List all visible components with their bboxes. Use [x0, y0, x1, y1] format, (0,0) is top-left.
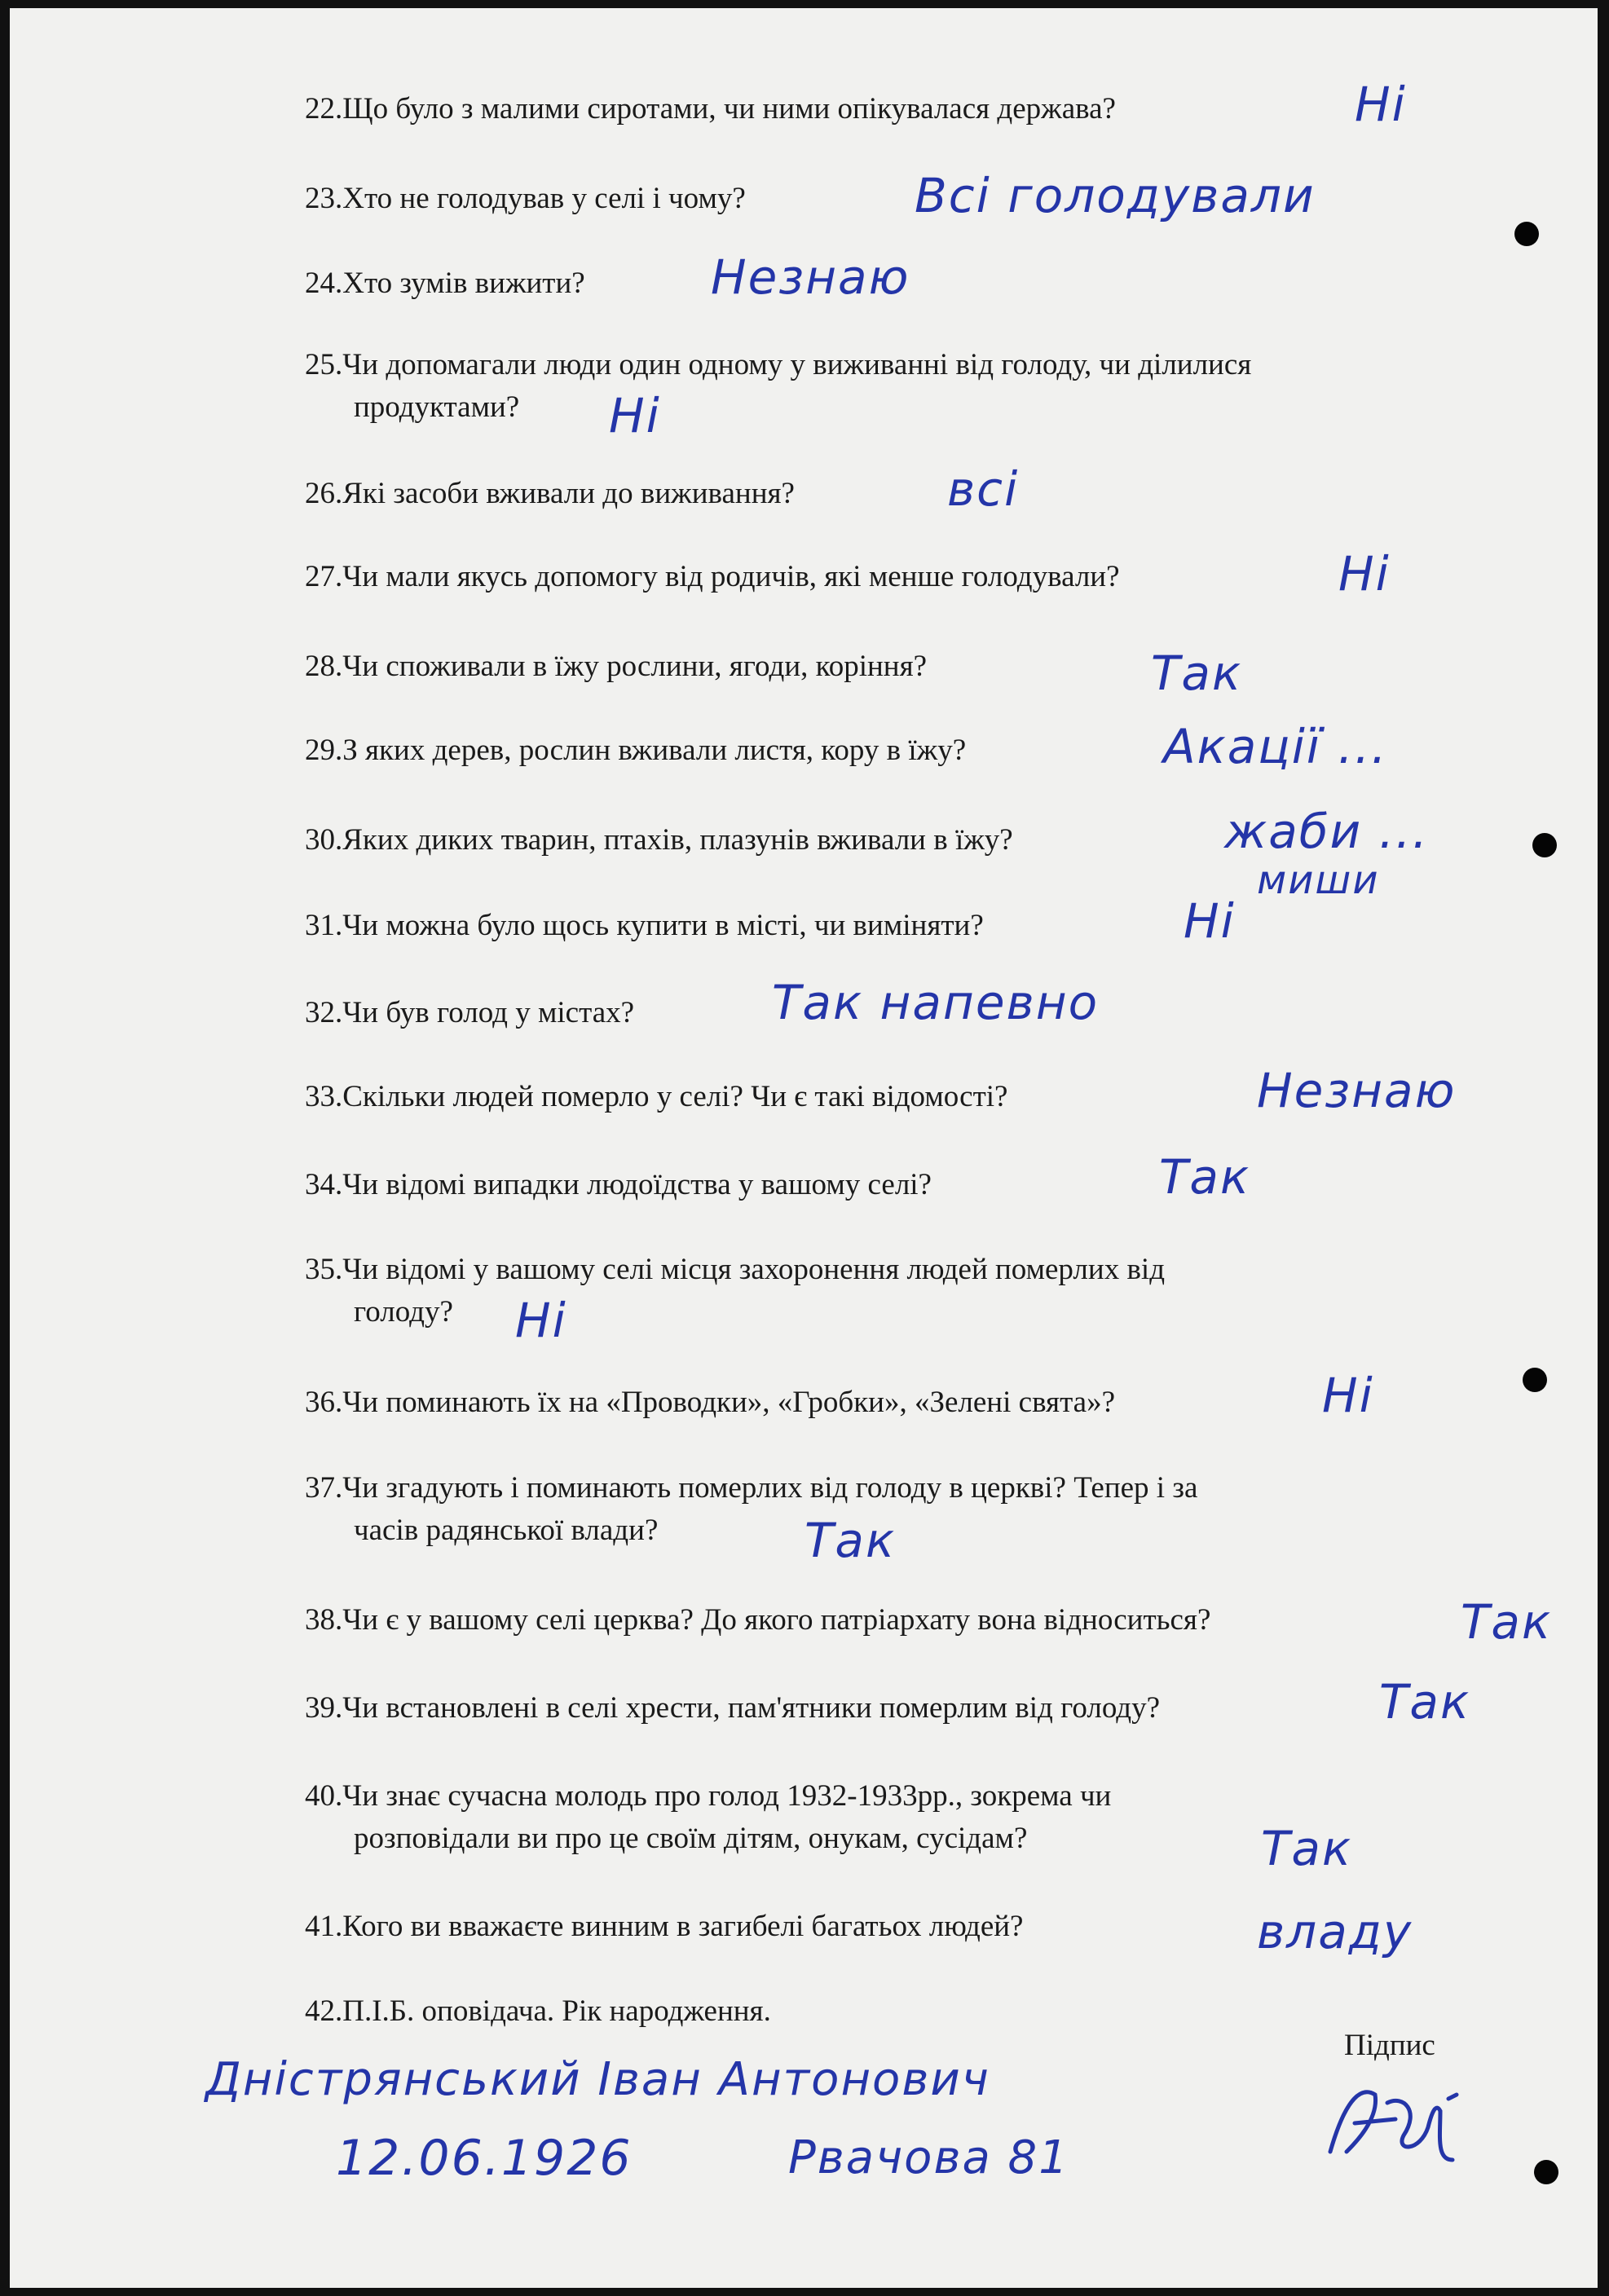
question-39: 39.Чи встановлені в селі хрести, пам'ятники померлим від голоду? — [305, 1691, 1161, 1725]
answer-26: всі — [947, 461, 1020, 517]
narrator-name: Дністрянський Іван Антонович — [205, 2053, 990, 2106]
question-28: 28.Чи споживали в їжу рослини, ягоди, коріння? — [305, 650, 928, 683]
answer-33: Незнаю — [1257, 1063, 1457, 1118]
answer-27: Ні — [1338, 546, 1391, 602]
narrator-address: Рвачова 81 — [788, 2131, 1069, 2184]
question-30: 30.Яких диких тварин, птахів, плазунів вживали в їжу? — [305, 823, 1013, 857]
question-38: 38.Чи є у вашому селі церква? До якого патріархату вона відноситься? — [305, 1603, 1211, 1637]
answer-41: владу — [1257, 1904, 1413, 1959]
answer-29: Акації ... — [1163, 719, 1388, 774]
answer-22: Ні — [1355, 77, 1407, 132]
question-41: 41.Кого ви вважаєте винним в загибелі багатьох людей? — [305, 1910, 1024, 1943]
question-24: 24.Хто зумів вижити? — [305, 267, 585, 300]
question-35: 35.Чи відомі у вашому селі місця захоронення людей померлих від голоду? — [305, 1253, 1166, 1329]
answer-25: Ні — [609, 388, 661, 443]
answer-30: жаби ... — [1224, 804, 1430, 859]
narrator-birth-date: 12.06.1926 — [336, 2130, 633, 2187]
answer-35: Ні — [515, 1293, 567, 1348]
question-22: 22.Що було з малими сиротами, чи ними опікувалася держава? — [305, 92, 1116, 126]
answer-31: Ні — [1184, 893, 1236, 949]
handwritten-signature — [1298, 2062, 1493, 2180]
question-23: 23.Хто не голодував у селі і чому? — [305, 182, 746, 215]
question-27: 27.Чи мали якусь допомогу від родичів, які менше голодували? — [305, 560, 1120, 593]
signature-label: Підпис — [1344, 2029, 1435, 2062]
punch-hole — [1523, 1368, 1547, 1392]
answer-37: Так — [804, 1513, 897, 1568]
answer-30-continued: миши — [1257, 857, 1380, 903]
punch-hole — [1534, 2160, 1558, 2184]
punch-hole — [1514, 222, 1539, 246]
question-37: 37.Чи згадують і поминають померлих від голоду в церкві? Тепер і за часів радянської влади? — [305, 1471, 1198, 1547]
answer-28: Так — [1151, 646, 1243, 701]
question-32: 32.Чи був голод у містах? — [305, 996, 635, 1029]
answer-39: Так — [1379, 1674, 1471, 1730]
punch-hole — [1532, 833, 1557, 857]
question-40: 40.Чи знає сучасна молодь про голод 1932-1933рр., зокрема чи розповідали ви про це своїм дітям, онукам, сусідам? — [305, 1779, 1112, 1855]
answer-24: Незнаю — [711, 249, 910, 305]
question-29: 29.З яких дерев, рослин вживали листя, кору в їжу? — [305, 734, 967, 767]
answer-36: Ні — [1322, 1368, 1374, 1423]
question-34: 34.Чи відомі випадки людоїдства у вашому селі? — [305, 1168, 932, 1201]
answer-23: Всі голодували — [915, 168, 1316, 223]
answer-34: Так — [1159, 1149, 1251, 1205]
question-33: 33.Скільки людей померло у селі? Чи є такі відомості? — [305, 1080, 1008, 1113]
question-36: 36.Чи поминають їх на «Проводки», «Гробки», «Зелені свята»? — [305, 1386, 1116, 1419]
question-42: 42.П.І.Б. оповідача. Рік народження. — [305, 1994, 771, 2028]
question-25: 25.Чи допомагали люди один одному у виживанні від голоду, чи ділилися продуктами? — [305, 348, 1252, 424]
answer-38: Так — [1461, 1594, 1553, 1650]
answer-32: Так напевно — [772, 975, 1100, 1030]
question-31: 31.Чи можна було щось купити в місті, чи виміняти? — [305, 909, 984, 942]
document-page — [10, 8, 1598, 2288]
question-26: 26.Які засоби вживали до виживання? — [305, 477, 795, 510]
answer-40: Так — [1261, 1821, 1353, 1876]
